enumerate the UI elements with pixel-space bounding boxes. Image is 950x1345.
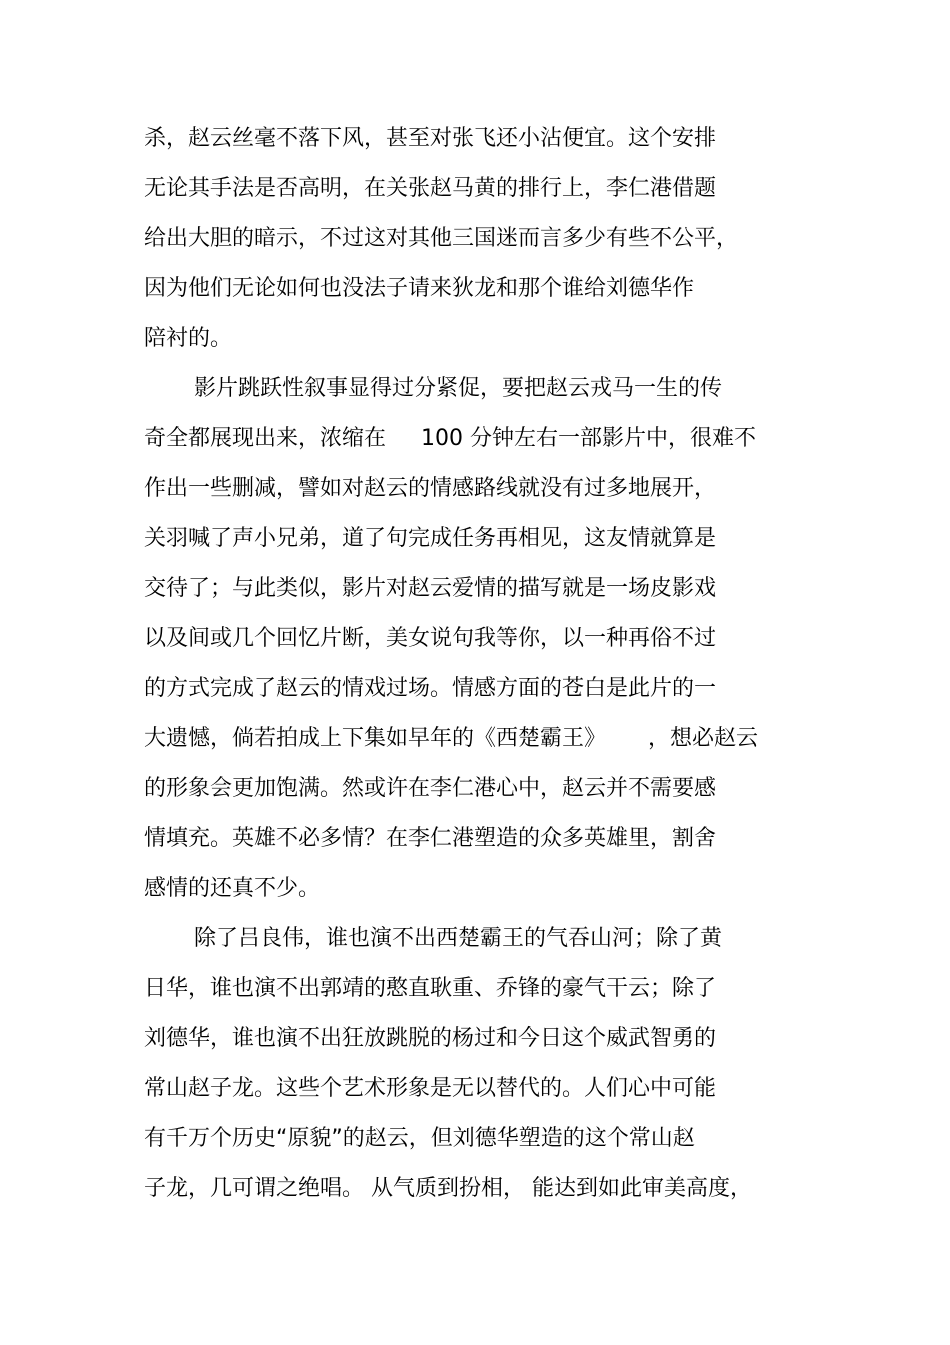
text-line: 给出大胆的暗示，不过这对其他三国迷而言多少有些不公平，	[144, 226, 739, 251]
text-line: 大遗憾，倘若拍成上下集如早年的《西楚霸王》 ，想必赵云	[144, 726, 758, 751]
text-line: 因为他们无论如何也没法子请来狄龙和那个谁给刘德华作	[144, 276, 695, 301]
text-line: 以及间或几个回忆片断，美女说句我等你，以一种再俗不过	[144, 626, 717, 651]
paragraph-first-line: 影片跳跃性叙事显得过分紧促，要把赵云戎马一生的传	[194, 376, 723, 401]
text-line: 常山赵子龙。这些个艺术形象是无以替代的。人们心中可能	[144, 1076, 717, 1101]
text-line: 陪衬的。	[144, 326, 233, 351]
text-line: 关羽喊了声小兄弟，道了句完成任务再相见，这友情就算是	[144, 526, 717, 551]
text-line: 有千万个历史“原貌”的赵云，但刘德华塑造的这个常山赵	[144, 1126, 695, 1151]
text-line: 情填充。英雄不必多情？在李仁港塑造的众多英雄里，割舍	[144, 826, 717, 851]
text-line: 子龙，几可谓之绝唱。 从气质到扮相， 能达到如此审美高度，	[144, 1176, 752, 1201]
text-line: 刘德华，谁也演不出狂放跳脱的杨过和今日这个威武智勇的	[144, 1026, 717, 1051]
text-line: 的方式完成了赵云的情戏过场。情感方面的苍白是此片的一	[144, 676, 717, 701]
text-line: 无论其手法是否高明，在关张赵马黄的排行上，李仁港借题	[144, 176, 717, 201]
text-line: 感情的还真不少。	[144, 876, 321, 901]
paragraph-first-line: 除了吕良伟，谁也演不出西楚霸王的气吞山河；除了黄	[194, 926, 723, 951]
text-line: 的形象会更加饱满。然或许在李仁港心中，赵云并不需要感	[144, 776, 717, 801]
text-line: 杀，赵云丝毫不落下风，甚至对张飞还小沾便宜。这个安排	[144, 126, 717, 151]
text-line: 奇全都展现出来，浓缩在 100 分钟左右一部影片中，很难不	[144, 426, 756, 451]
text-line: 日华，谁也演不出郭靖的憨直耿重、乔锋的豪气干云；除了	[144, 976, 717, 1001]
text-line: 作出一些删减，譬如对赵云的情感路线就没有过多地展开，	[144, 476, 717, 501]
text-line: 交待了；与此类似，影片对赵云爱情的描写就是一场皮影戏	[144, 576, 717, 601]
